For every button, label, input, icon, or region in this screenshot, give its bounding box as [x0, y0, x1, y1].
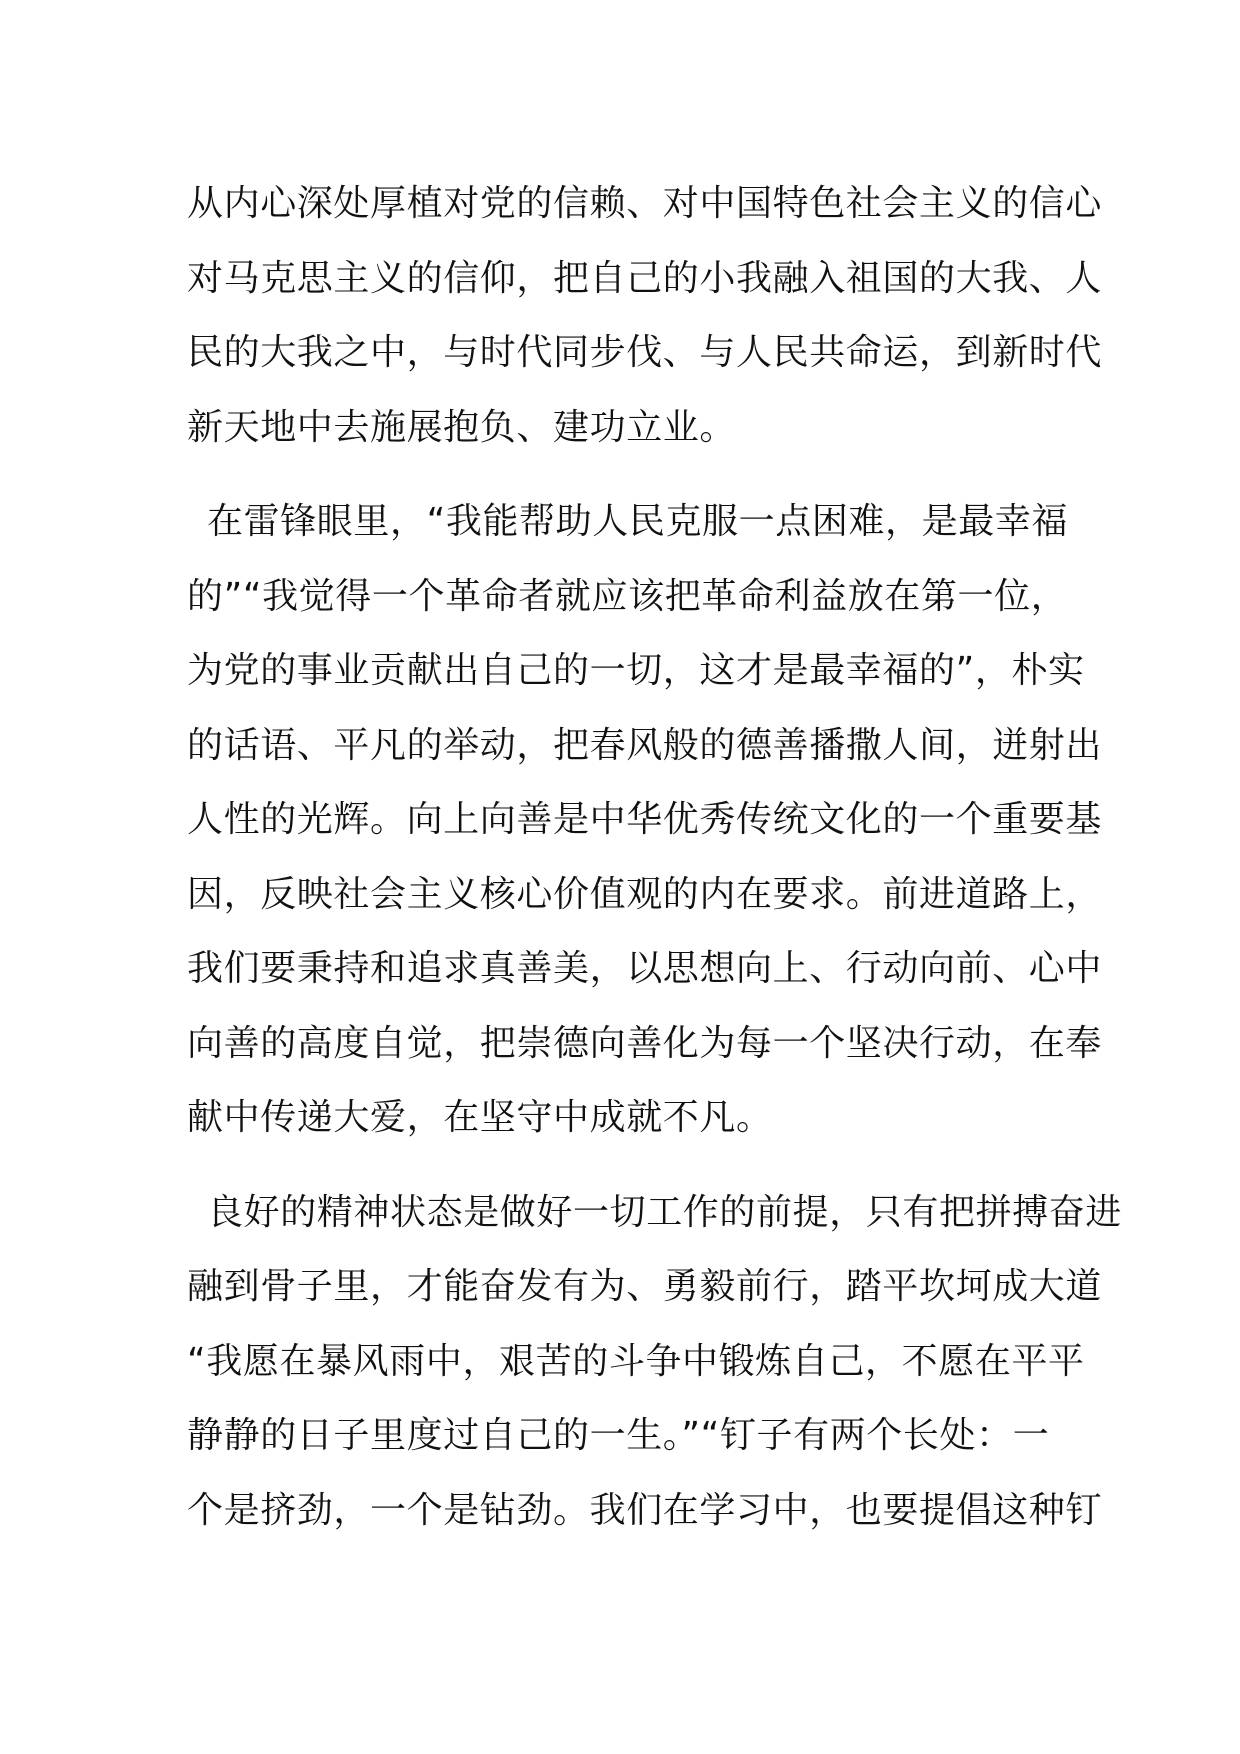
text-line: 静静的日子里度过自己的一生。”“钉子有两个长处：一 — [187, 1415, 1050, 1456]
text-line: 献中传递大爱，在坚守中成就不凡。 — [187, 1097, 773, 1138]
text-line: 的”“我觉得一个革命者就应该把革命利益放在第一位， — [187, 575, 1068, 617]
text-line: 对马克思主义的信仰，把自己的小我融入祖国的大我、人 — [187, 257, 1103, 299]
text-line: 新天地中去施展抱负、建功立业。 — [187, 406, 737, 448]
text-line: 良好的精神状态是做好一切工作的前提，只有把拼搏奋进 — [207, 1191, 1123, 1233]
paragraph-3 — [187, 1176, 1123, 1549]
text-line: 因，反映社会主义核心价值观的内在要求。前进道路上， — [187, 873, 1103, 915]
text-line: 的话语、平凡的举动，把春风般的德善播撒人间，迸射出 — [187, 724, 1103, 766]
paragraph-1 — [187, 167, 1103, 465]
text-line: 在雷锋眼里，“我能帮助人民克服一点困难，是最幸福 — [207, 501, 1069, 542]
text-line: “我愿在暴风雨中，艰苦的斗争中锻炼自己，不愿在平平 — [187, 1340, 1085, 1382]
text-line: 融到骨子里，才能奋发有为、勇毅前行，踏平坎坷成大道 — [187, 1266, 1103, 1307]
text-line: 我们要秉持和追求真善美，以思想向上、行动向前、心中 — [187, 948, 1103, 989]
text-line: 个是挤劲，一个是钻劲。我们在学习中，也要提倡这种钉 — [187, 1489, 1103, 1531]
body-text — [187, 167, 1123, 1548]
text-line: 人性的光辉。向上向善是中华优秀传统文化的一个重要基 — [187, 799, 1103, 840]
text-line: 民的大我之中，与时代同步伐、与人民共命运，到新时代 — [187, 332, 1103, 373]
text-line: 为党的事业贡献出自己的一切，这才是最幸福的”，朴实 — [187, 650, 1085, 691]
paragraph-2 — [187, 485, 1103, 1156]
text-line: 从内心深处厚植对党的信赖、对中国特色社会主义的信心 — [187, 183, 1103, 224]
text-line: 向善的高度自觉，把崇德向善化为每一个坚决行动，在奉 — [187, 1022, 1103, 1064]
